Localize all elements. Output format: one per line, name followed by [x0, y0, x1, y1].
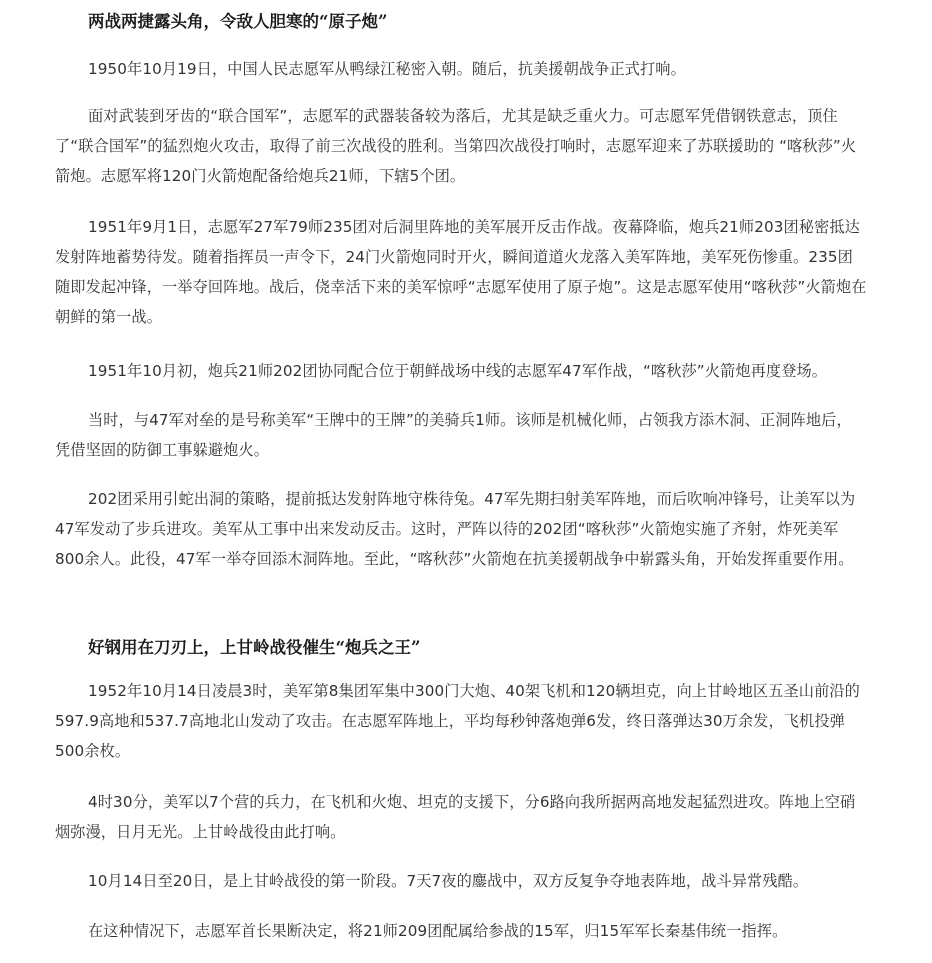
- paragraph: 当时，与47军对垒的是号称美军“王牌中的王牌”的美骑兵1师。该师是机械化师，占领我方添木洞、正洞阵地后，凭借坚固的防御工事躲避炮火。: [55, 411, 852, 459]
- paragraph: 1951年9月1日，志愿军27军79师235团对后洞里阵地的美军展开反击作战。夜幕降临，炮兵21师203团秘密抵达发射阵地蓄势待发。随着指挥员一声令下，24门火箭炮同时开火，瞬间道道火龙落入美军阵地，美军死伤惨重。235团随即发起冲锋，一举夺回阵地。战后，侥幸活下来的美军惊呼“志愿军使用了原子炮”。这是志愿军使用“喀秋莎”火箭炮在朝鲜的第一战。: [55, 218, 867, 326]
- paragraph: 202团采用引蛇出洞的策略，提前抵达发射阵地守株待兔。47军先期扫射美军阵地，而后吹响冲锋号，让美军以为47军发动了步兵进攻。美军从工事中出来发动反击。这时，严阵以待的202团“喀秋莎”火箭炮实施了齐射，炸死美军800余人。此役，47军一举夺回添木洞阵地。至此，“喀秋莎”火箭炮在抗美援朝战争中崭露头角，开始发挥重要作用。: [55, 490, 856, 568]
- paragraph: 1951年10月初，炮兵21师202团协同配合位于朝鲜战场中线的志愿军47军作战，“喀秋莎”火箭炮再度登场。: [88, 362, 828, 380]
- paragraph: 4时30分，美军以7个营的兵力，在飞机和火炮、坦克的支援下，分6路向我所据两高地发起猛烈进攻。阵地上空硝烟弥漫，日月无光。上甘岭战役由此打响。: [55, 793, 856, 841]
- paragraph: 面对武装到牙齿的“联合国军”，志愿军的武器装备较为落后，尤其是缺乏重火力。可志愿军凭借钢铁意志，顶住了“联合国军”的猛烈炮火攻击，取得了前三次战役的胜利。当第四次战役打响时，志愿军迎来了苏联援助的 “喀秋莎”火箭炮。志愿军将120门火箭炮配备给炮兵21师，下辖5个团。: [55, 107, 857, 185]
- paragraph: 在这种情况下，志愿军首长果断决定，将21师209团配属给参战的15军，归15军军长秦基伟统一指挥。: [88, 922, 788, 940]
- section-heading-1: 两战两捷露头角，令敌人胆寒的“原子炮”: [88, 12, 388, 31]
- paragraph: 10月14日至20日，是上甘岭战役的第一阶段。7天7夜的鏖战中，双方反复争夺地表阵地，战斗异常残酷。: [88, 872, 809, 890]
- section-heading-2: 好钢用在刀刃上，上甘岭战役催生“炮兵之王”: [88, 638, 421, 657]
- paragraph: 1952年10月14日凌晨3时，美军第8集团军集中300门大炮、40架飞机和120辆坦克，向上甘岭地区五圣山前沿的597.9高地和537.7高地北山发动了攻击。在志愿军阵地上，平均每秒钟落炮弹6发，终日落弹达30万余发，飞机投弹500余枚。: [55, 682, 860, 760]
- paragraph: 1950年10月19日，中国人民志愿军从鸭绿江秘密入朝。随后，抗美援朝战争正式打响。: [88, 60, 686, 78]
